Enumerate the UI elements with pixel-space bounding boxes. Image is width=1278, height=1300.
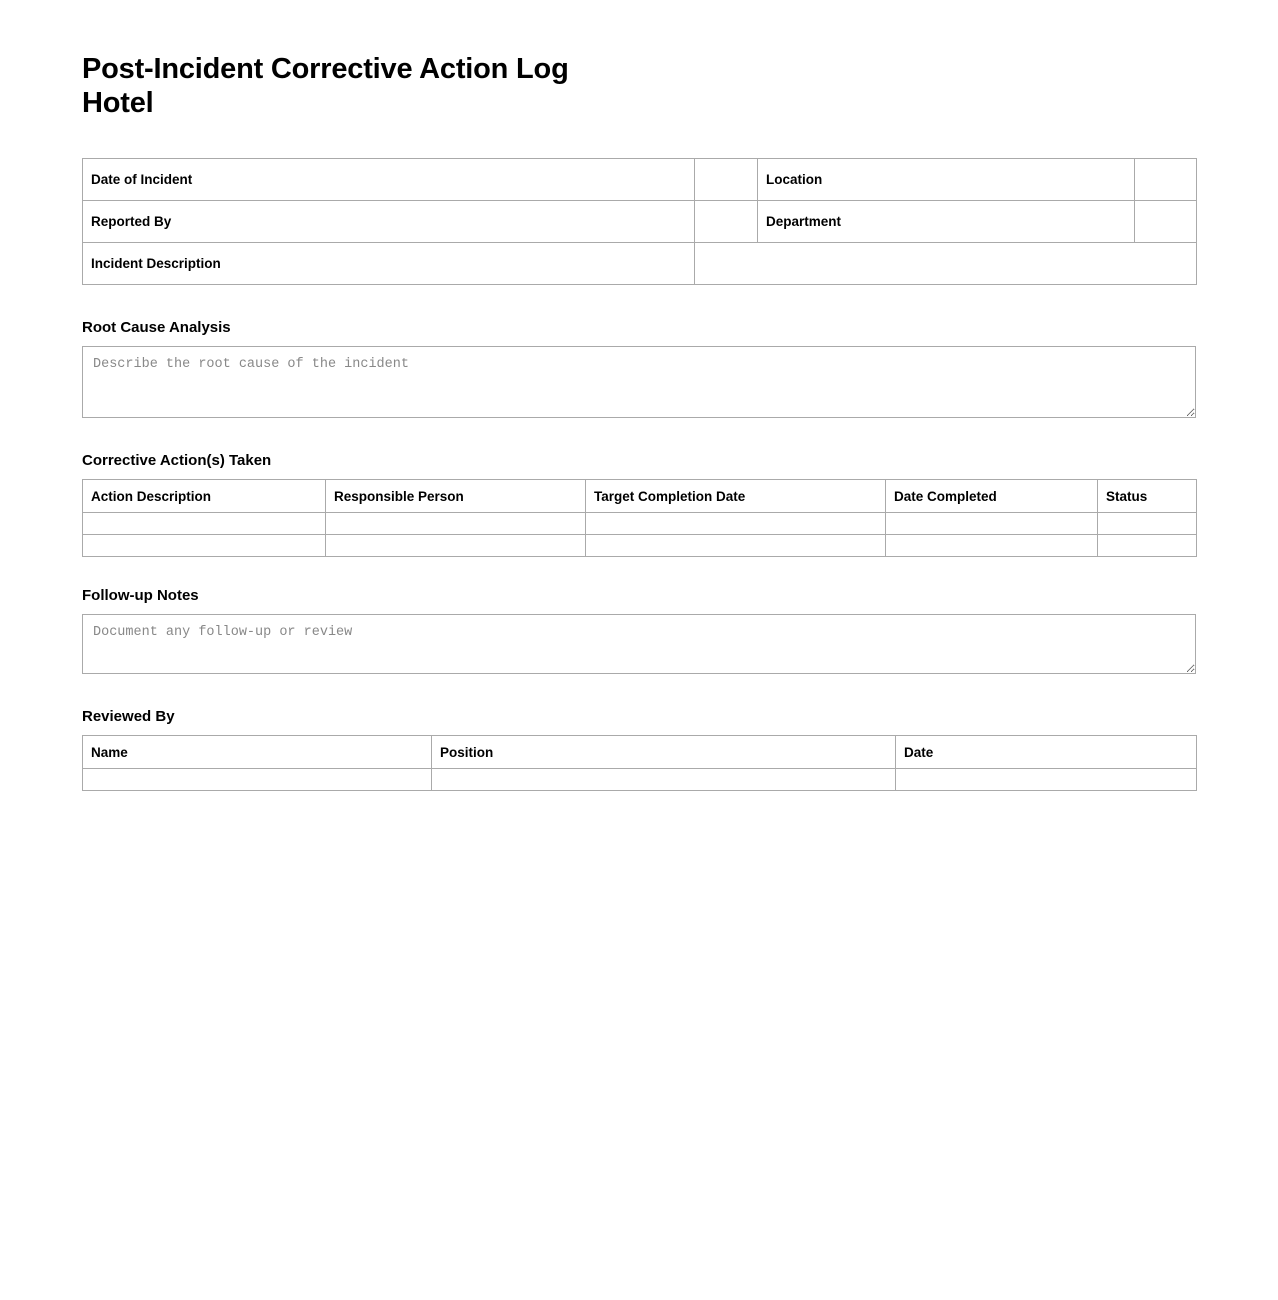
value-reported-by[interactable] [695,201,758,243]
cell-responsible-person[interactable] [326,535,586,557]
table-header-row [83,736,1197,769]
value-department[interactable] [1135,201,1197,243]
cell-action-description[interactable] [83,513,326,535]
page-title [82,52,1196,120]
label-incident-description: Incident Description [83,243,695,285]
cell-name[interactable] [83,769,432,791]
table-row [83,769,1197,791]
page-title-line-2: Hotel [82,87,154,120]
column-header-responsible-person: Responsible Person [326,480,586,513]
cell-action-description[interactable] [83,535,326,557]
cell-position[interactable] [432,769,896,791]
column-header-target-completion-date: Target Completion Date [586,480,886,513]
follow-up-notes-textarea[interactable] [82,614,1196,674]
root-cause-analysis-textarea[interactable] [82,346,1196,418]
column-header-status: Status [1098,480,1197,513]
label-location: Location [758,159,1135,201]
incident-info-table [82,158,1197,285]
column-header-name: Name [83,736,432,769]
table-row [83,159,1197,201]
cell-responsible-person[interactable] [326,513,586,535]
table-row [83,513,1197,535]
table-row [83,201,1197,243]
table-row [83,243,1197,285]
reviewed-by-heading: Reviewed By [82,708,175,726]
corrective-actions-table [82,479,1197,557]
value-date-of-incident[interactable] [695,159,758,201]
label-department: Department [758,201,1135,243]
value-incident-description[interactable] [695,243,1197,285]
column-header-position: Position [432,736,896,769]
table-row [83,535,1197,557]
reviewed-by-table [82,735,1197,791]
value-location[interactable] [1135,159,1197,201]
cell-date-completed[interactable] [886,513,1098,535]
cell-date-completed[interactable] [886,535,1098,557]
table-header-row [83,480,1197,513]
column-header-date-completed: Date Completed [886,480,1098,513]
root-cause-analysis-section [82,319,1196,418]
reviewed-by-section [82,708,1196,791]
label-date-of-incident: Date of Incident [83,159,695,201]
column-header-action-description: Action Description [83,480,326,513]
cell-status[interactable] [1098,513,1197,535]
follow-up-notes-heading: Follow-up Notes [82,587,199,605]
cell-status[interactable] [1098,535,1197,557]
page-title-line-1: Post-Incident Corrective Action Log [82,53,569,85]
corrective-actions-heading: Corrective Action(s) Taken [82,452,272,470]
label-reported-by: Reported By [83,201,695,243]
follow-up-notes-section [82,587,1196,674]
root-cause-analysis-heading: Root Cause Analysis [82,319,231,337]
cell-target-completion-date[interactable] [586,535,886,557]
cell-date[interactable] [896,769,1197,791]
corrective-actions-section [82,452,1196,557]
cell-target-completion-date[interactable] [586,513,886,535]
column-header-date: Date [896,736,1197,769]
